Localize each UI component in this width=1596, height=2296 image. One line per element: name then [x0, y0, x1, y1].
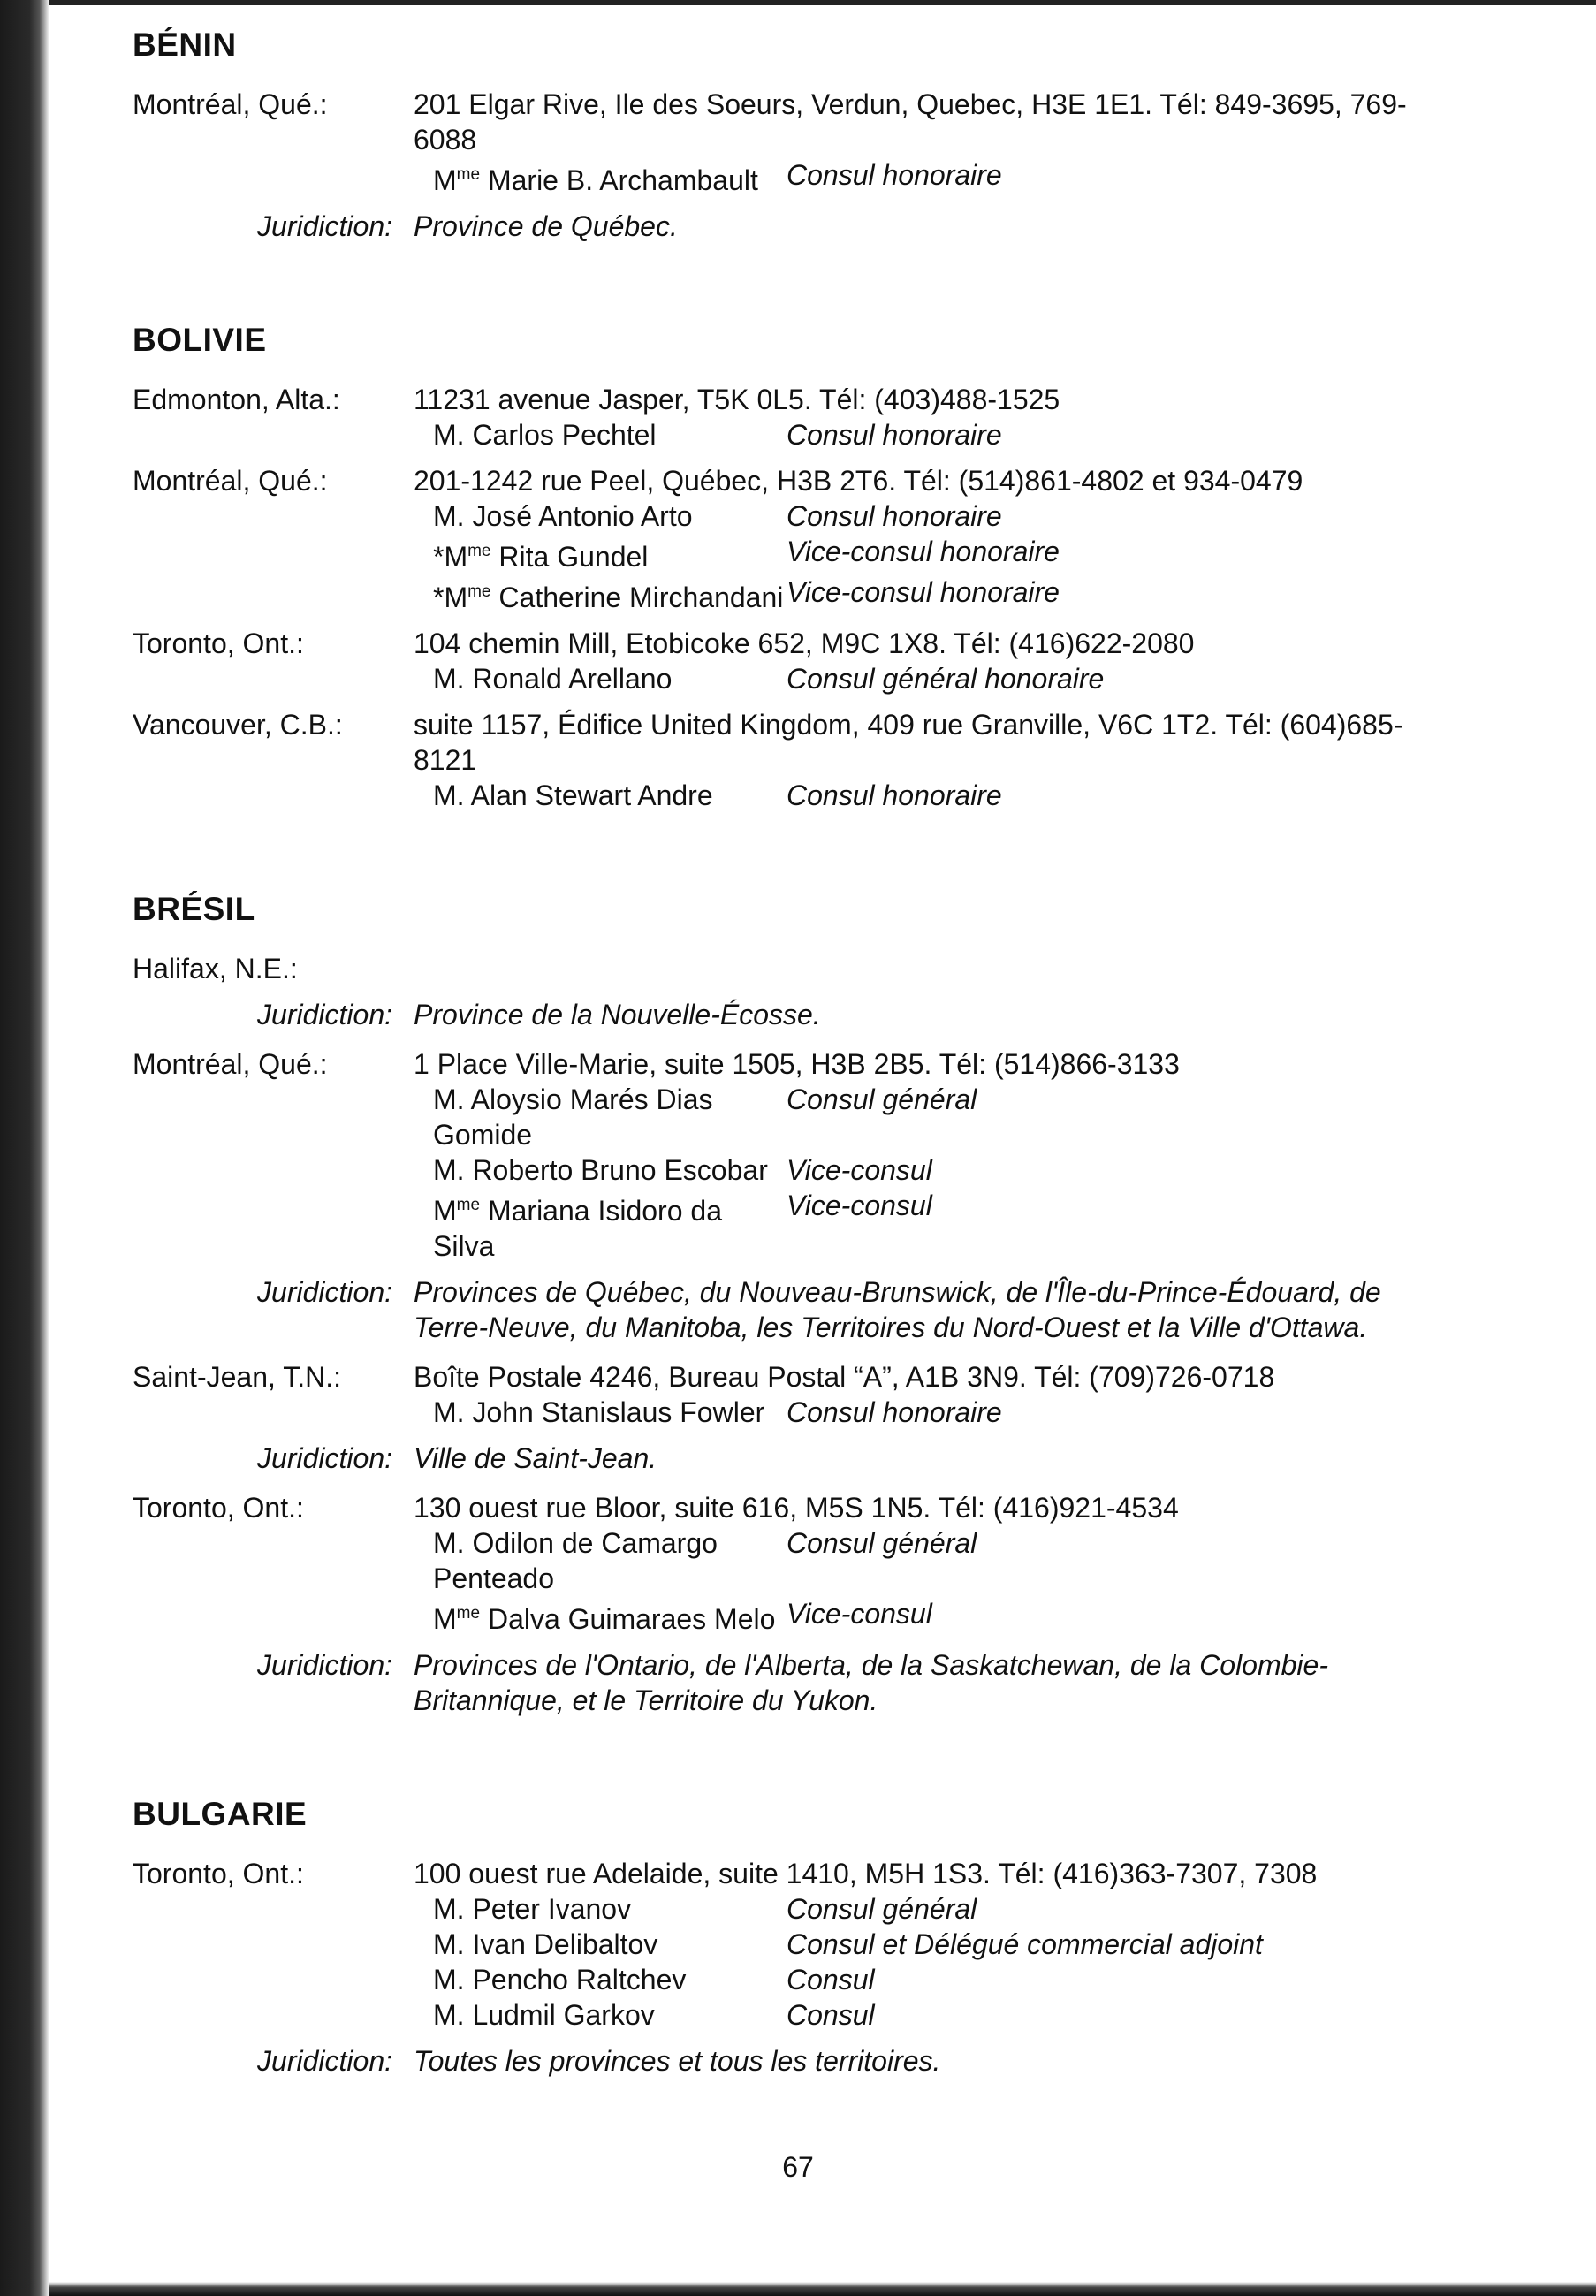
official-name-text: Ludmil Garkov: [472, 1999, 655, 2031]
official-title: Consul général: [787, 1083, 977, 1115]
official-indent: [414, 1082, 433, 1152]
city-label: Toronto, Ont.:: [133, 1492, 304, 1524]
official-title: Consul général: [787, 1893, 977, 1925]
entry-details: [414, 1490, 1458, 1637]
official-name: [433, 534, 787, 574]
country-heading: BRÉSIL: [133, 891, 255, 927]
consulate-entry: [133, 87, 1458, 198]
official-title: Vice-consul: [787, 1190, 932, 1221]
official-indent: [414, 1997, 433, 2033]
address: 201 Elgar Rive, Ile des Soeurs, Verdun, Quebec, H3E 1E1. Tél: 849-3695, 769-6088: [414, 88, 1407, 156]
official-line: [414, 1596, 1458, 1637]
jurisdiction: [133, 997, 1458, 1032]
official-name-text: Aloysio Marés Dias Gomide: [433, 1083, 713, 1151]
official-name: [433, 1596, 787, 1637]
entry-details: [414, 626, 1458, 696]
official-prefix: M: [433, 1195, 457, 1227]
official-title: Vice-consul honoraire: [787, 576, 1060, 608]
consulate-directory: [133, 27, 1458, 2093]
official-title: Consul: [787, 1999, 875, 2031]
official-name: [433, 778, 787, 813]
official-line: [414, 1082, 1458, 1152]
official-line: [414, 661, 1458, 696]
official-prefix: *M: [433, 541, 468, 573]
country-section: [133, 891, 1458, 1718]
official-line: [414, 1395, 1458, 1430]
jurisdiction: [133, 1647, 1458, 1718]
official-line: [414, 534, 1458, 574]
official-prefix: M.: [433, 1527, 465, 1559]
official-indent: [414, 498, 433, 534]
jurisdiction-text: Toutes les provinces et tous les territoires.: [414, 2045, 941, 2077]
consulate-entry: [133, 951, 1458, 986]
official-prefix: M.: [433, 1154, 465, 1186]
official-title: Vice-consul: [787, 1598, 932, 1630]
official-prefix: M.: [433, 419, 465, 451]
official-indent: [414, 1395, 433, 1430]
official-name-text: Alan Stewart Andre: [470, 779, 713, 811]
city-label: Montréal, Qué.:: [133, 465, 328, 497]
consulate-entry: [133, 463, 1458, 615]
city-label: Saint-Jean, T.N.:: [133, 1361, 341, 1393]
official-line: [414, 1962, 1458, 1997]
entry-details: [414, 707, 1458, 813]
official-line: [414, 1997, 1458, 2033]
official-prefix-superscript: me: [467, 582, 491, 601]
official-title: Consul général honoraire: [787, 663, 1105, 695]
address: 11231 avenue Jasper, T5K 0L5. Tél: (403)488-1525: [414, 384, 1060, 415]
consulate-entry: [133, 707, 1458, 813]
jurisdiction: [133, 1274, 1458, 1345]
official-prefix: M.: [433, 1999, 465, 2031]
official-name-text: Ronald Arellano: [472, 663, 673, 695]
official-name-text: Mariana Isidoro da Silva: [433, 1195, 722, 1262]
address: 100 ouest rue Adelaide, suite 1410, M5H 1S3. Tél: (416)363-7307, 7308: [414, 1858, 1318, 1889]
entry-details: [414, 87, 1458, 198]
country-section: [133, 1796, 1458, 2079]
jurisdiction-text: Province de Québec.: [414, 210, 678, 242]
consulate-entry: [133, 1490, 1458, 1637]
official-name-text: Pencho Raltchev: [472, 1964, 687, 1996]
official-name: [433, 1188, 787, 1264]
consulate-entry: [133, 382, 1458, 452]
city-label: Toronto, Ont.:: [133, 627, 304, 659]
official-indent: [414, 1891, 433, 1927]
address: 201-1242 rue Peel, Québec, H3B 2T6. Tél: (514)861-4802 et 934-0479: [414, 465, 1303, 497]
official-indent: [414, 661, 433, 696]
jurisdiction-label: Juridiction:: [257, 1276, 392, 1308]
official-indent: [414, 778, 433, 813]
consulate-entry: [133, 1046, 1458, 1264]
official-prefix: *M: [433, 582, 468, 613]
country-heading: BÉNIN: [133, 27, 237, 63]
official-name-text: Odilon de Camargo Penteado: [433, 1527, 718, 1594]
city-label: Montréal, Qué.:: [133, 88, 328, 120]
jurisdiction-label: Juridiction:: [257, 2045, 392, 2077]
country-section: [133, 322, 1458, 813]
official-line: [414, 574, 1458, 615]
official-prefix-superscript: me: [467, 542, 491, 560]
address: Boîte Postale 4246, Bureau Postal “A”, A1B 3N9. Tél: (709)726-0718: [414, 1361, 1275, 1393]
official-title: Consul: [787, 1964, 875, 1996]
entry-details: [414, 382, 1458, 452]
official-line: [414, 1152, 1458, 1188]
official-indent: [414, 1525, 433, 1596]
jurisdiction-text: Ville de Saint-Jean.: [414, 1442, 657, 1474]
official-name-text: John Stanislaus Fowler: [472, 1396, 765, 1428]
official-prefix: M: [433, 1603, 457, 1635]
official-title: Consul général: [787, 1527, 977, 1559]
official-title: Vice-consul: [787, 1154, 932, 1186]
official-indent: [414, 1927, 433, 1962]
jurisdiction-label: Juridiction:: [257, 999, 392, 1030]
jurisdiction-text: Provinces de Québec, du Nouveau-Brunswick, de l'Île-du-Prince-Édouard, de Terre-Neuve, du Manitoba, les Territoires du Nord-Ouest et la Ville d'Ottawa.: [414, 1276, 1381, 1343]
official-name-text: Ivan Delibaltov: [472, 1928, 658, 1960]
official-indent: [414, 574, 433, 615]
official-line: [414, 1188, 1458, 1264]
official-prefix: M.: [433, 500, 465, 532]
official-name-text: Rita Gundel: [498, 541, 649, 573]
consulate-entry: [133, 1856, 1458, 2033]
address: 1 Place Ville-Marie, suite 1505, H3B 2B5. Tél: (514)866-3133: [414, 1048, 1180, 1080]
address: suite 1157, Édifice United Kingdom, 409 rue Granville, V6C 1T2. Tél: (604)685-8121: [414, 709, 1403, 776]
official-name: [433, 1395, 787, 1430]
scan-edge-bottom: [49, 2282, 1596, 2296]
official-indent: [414, 1596, 433, 1637]
official-prefix-superscript: me: [456, 1604, 481, 1623]
official-name: [433, 1997, 787, 2033]
official-title: Consul honoraire: [787, 500, 1002, 532]
official-prefix: M.: [433, 663, 465, 695]
city-label: Montréal, Qué.:: [133, 1048, 328, 1080]
official-prefix: M.: [433, 1964, 465, 1996]
official-prefix: M.: [433, 1083, 465, 1115]
official-name: [433, 574, 787, 615]
official-line: [414, 1891, 1458, 1927]
official-line: [414, 157, 1458, 198]
official-indent: [414, 157, 433, 198]
city-label: Edmonton, Alta.:: [133, 384, 340, 415]
official-name: [433, 1152, 787, 1188]
official-title: Consul honoraire: [787, 419, 1002, 451]
address: 130 ouest rue Bloor, suite 616, M5S 1N5. Tél: (416)921-4534: [414, 1492, 1179, 1524]
official-name: [433, 661, 787, 696]
official-name: [433, 417, 787, 452]
official-line: [414, 1927, 1458, 1962]
official-name-text: Peter Ivanov: [472, 1893, 632, 1925]
jurisdiction: [133, 1441, 1458, 1476]
official-title: Consul honoraire: [787, 159, 1002, 191]
official-indent: [414, 534, 433, 574]
jurisdiction-label: Juridiction:: [257, 1649, 392, 1681]
official-prefix: M: [433, 164, 457, 196]
entry-details: [414, 1359, 1458, 1430]
country-heading: BULGARIE: [133, 1796, 308, 1832]
country-section: [133, 27, 1458, 244]
entry-details: [414, 463, 1458, 615]
scan-edge-left: [0, 0, 49, 2296]
official-indent: [414, 1188, 433, 1264]
jurisdiction: [133, 2043, 1458, 2079]
official-name: [433, 498, 787, 534]
official-name: [433, 1891, 787, 1927]
official-line: [414, 778, 1458, 813]
entry-details: [414, 1856, 1458, 2033]
official-prefix: M.: [433, 1893, 465, 1925]
official-name-text: Catherine Mirchandani: [498, 582, 784, 613]
page-number: 67: [782, 2151, 814, 2183]
official-line: [414, 1525, 1458, 1596]
city-label: Halifax, N.E.:: [133, 953, 298, 985]
address: 104 chemin Mill, Etobicoke 652, M9C 1X8. Tél: (416)622-2080: [414, 627, 1195, 659]
official-indent: [414, 1152, 433, 1188]
official-name-text: Dalva Guimaraes Melo: [487, 1603, 776, 1635]
official-prefix-superscript: me: [456, 1196, 481, 1214]
official-prefix-superscript: me: [456, 165, 481, 184]
country-heading: BOLIVIE: [133, 322, 267, 358]
official-name: [433, 157, 787, 198]
official-name: [433, 1962, 787, 1997]
official-name: [433, 1525, 787, 1596]
official-name-text: Marie B. Archambault: [487, 164, 758, 196]
city-label: Vancouver, C.B.:: [133, 709, 343, 741]
official-indent: [414, 1962, 433, 1997]
official-name: [433, 1927, 787, 1962]
official-indent: [414, 417, 433, 452]
official-title: Consul honoraire: [787, 1396, 1002, 1428]
consulate-entry: [133, 1359, 1458, 1430]
official-name-text: José Antonio Arto: [472, 500, 693, 532]
jurisdiction-label: Juridiction:: [257, 1442, 392, 1474]
entry-details: [414, 1046, 1458, 1264]
official-title: Vice-consul honoraire: [787, 536, 1060, 567]
jurisdiction-text: Provinces de l'Ontario, de l'Alberta, de la Saskatchewan, de la Colombie-Britannique, et le Territoire du Yukon.: [414, 1649, 1328, 1716]
official-title: Consul honoraire: [787, 779, 1002, 811]
official-name-text: Carlos Pechtel: [472, 419, 657, 451]
jurisdiction-label: Juridiction:: [257, 210, 392, 242]
official-line: [414, 417, 1458, 452]
official-prefix: M.: [433, 1928, 465, 1960]
official-prefix: M.: [433, 1396, 465, 1428]
scan-edge-top: [49, 0, 1596, 5]
official-line: [414, 498, 1458, 534]
consulate-entry: [133, 626, 1458, 696]
official-name-text: Roberto Bruno Escobar: [472, 1154, 768, 1186]
jurisdiction-text: Province de la Nouvelle-Écosse.: [414, 999, 821, 1030]
jurisdiction: [133, 209, 1458, 244]
official-title: Consul et Délégué commercial adjoint: [787, 1928, 1263, 1960]
official-prefix: M.: [433, 779, 465, 811]
city-label: Toronto, Ont.:: [133, 1858, 304, 1889]
official-name: [433, 1082, 787, 1152]
